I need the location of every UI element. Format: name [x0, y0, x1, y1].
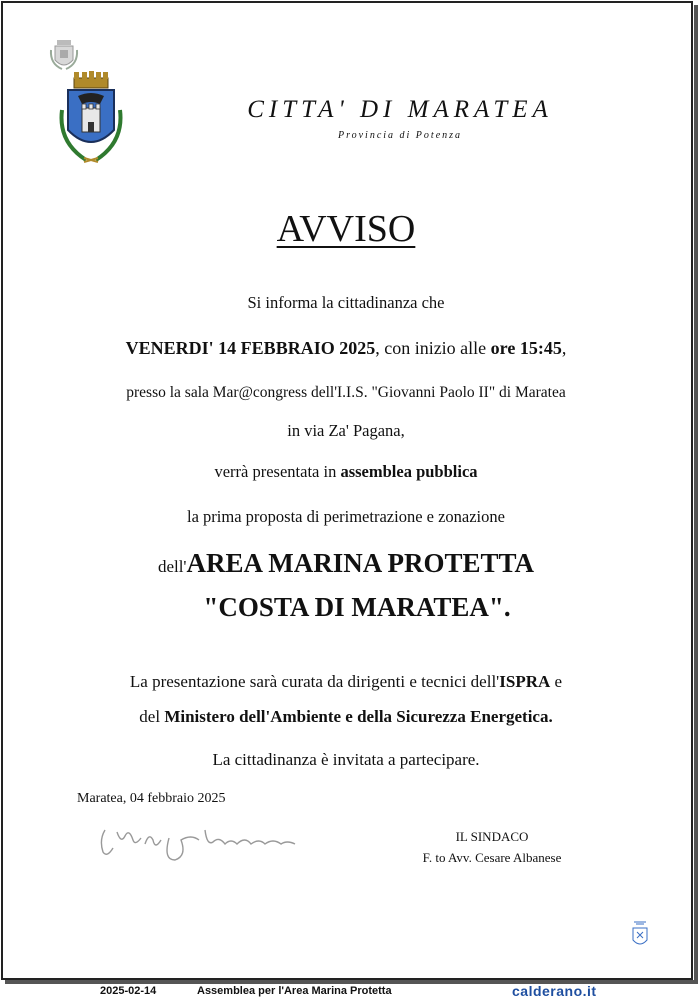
province-subtitle: Provincia di Potenza: [337, 130, 463, 141]
invitation-text: La cittadinanza è invitata a partecipare.: [212, 750, 480, 769]
city-title: CITTA' DI MARATEA: [247, 96, 553, 123]
coat-of-arms-icon: [56, 70, 126, 170]
proposal-line: [0, 507, 692, 527]
caption-date: 2025-02-14: [100, 985, 157, 997]
assembly-prefix: verrà presentata in: [214, 462, 341, 481]
mayor-name: F. to Avv. Cesare Albanese: [422, 850, 562, 865]
handwritten-signature: [95, 810, 300, 870]
area-subtitle: "COSTA DI MARATEA".: [203, 592, 511, 622]
date-line-end: ,: [561, 338, 567, 358]
presentation-end-1: e: [550, 672, 563, 691]
presentation-prefix-2: del: [139, 707, 165, 726]
ministry-label: Ministero dell'Ambiente e della Sicurezza Energetica.: [164, 707, 553, 726]
mayor-role: IL SINDACO: [455, 829, 529, 844]
area-prefix: dell': [157, 557, 187, 576]
address-line: [0, 421, 692, 441]
presentation-line-2: [0, 707, 692, 727]
mayor-block: [397, 826, 587, 868]
event-date: VENERDI' 14 FEBBRAIO 2025: [125, 338, 376, 358]
event-time: ore 15:45: [490, 338, 562, 358]
caption-bar: [0, 984, 699, 1000]
assembly-line: [0, 462, 692, 482]
notice-title: AVVISO: [276, 208, 416, 250]
stamp-icon: [630, 920, 650, 950]
venue-text: presso la sala Mar@congress dell'I.I.S. "Giovanni Paolo II" di Maratea: [126, 384, 566, 401]
source-link[interactable]: calderano.it: [512, 983, 597, 999]
place-date: Maratea, 04 febbraio 2025: [77, 791, 226, 806]
intro-line: [0, 293, 692, 313]
date-connector: , con inizio alle: [375, 338, 491, 358]
area-name-line: [0, 548, 692, 579]
area-name: AREA MARINA PROTETTA: [186, 548, 535, 578]
area-subtitle-line: [0, 592, 692, 623]
presentation-text-1: La presentazione sarà curata da dirigenti e tecnici dell': [129, 672, 500, 691]
address-text: in via Za' Pagana,: [287, 421, 405, 440]
assembly-type: assemblea pubblica: [340, 462, 478, 481]
ispra-label: ISPRA: [499, 672, 551, 691]
presentation-line-1: [0, 672, 692, 692]
intro-text: Si informa la cittadinanza che: [247, 293, 445, 312]
caption-title: Assemblea per l'Area Marina Protetta: [197, 985, 392, 997]
proposal-text: la prima proposta di perimetrazione e zonazione: [187, 507, 505, 526]
venue-line: [0, 384, 692, 402]
date-time-line: [0, 338, 692, 359]
invitation-line: [0, 750, 692, 770]
small-crest-icon: [48, 38, 80, 72]
page-shadow-right: [694, 5, 698, 983]
